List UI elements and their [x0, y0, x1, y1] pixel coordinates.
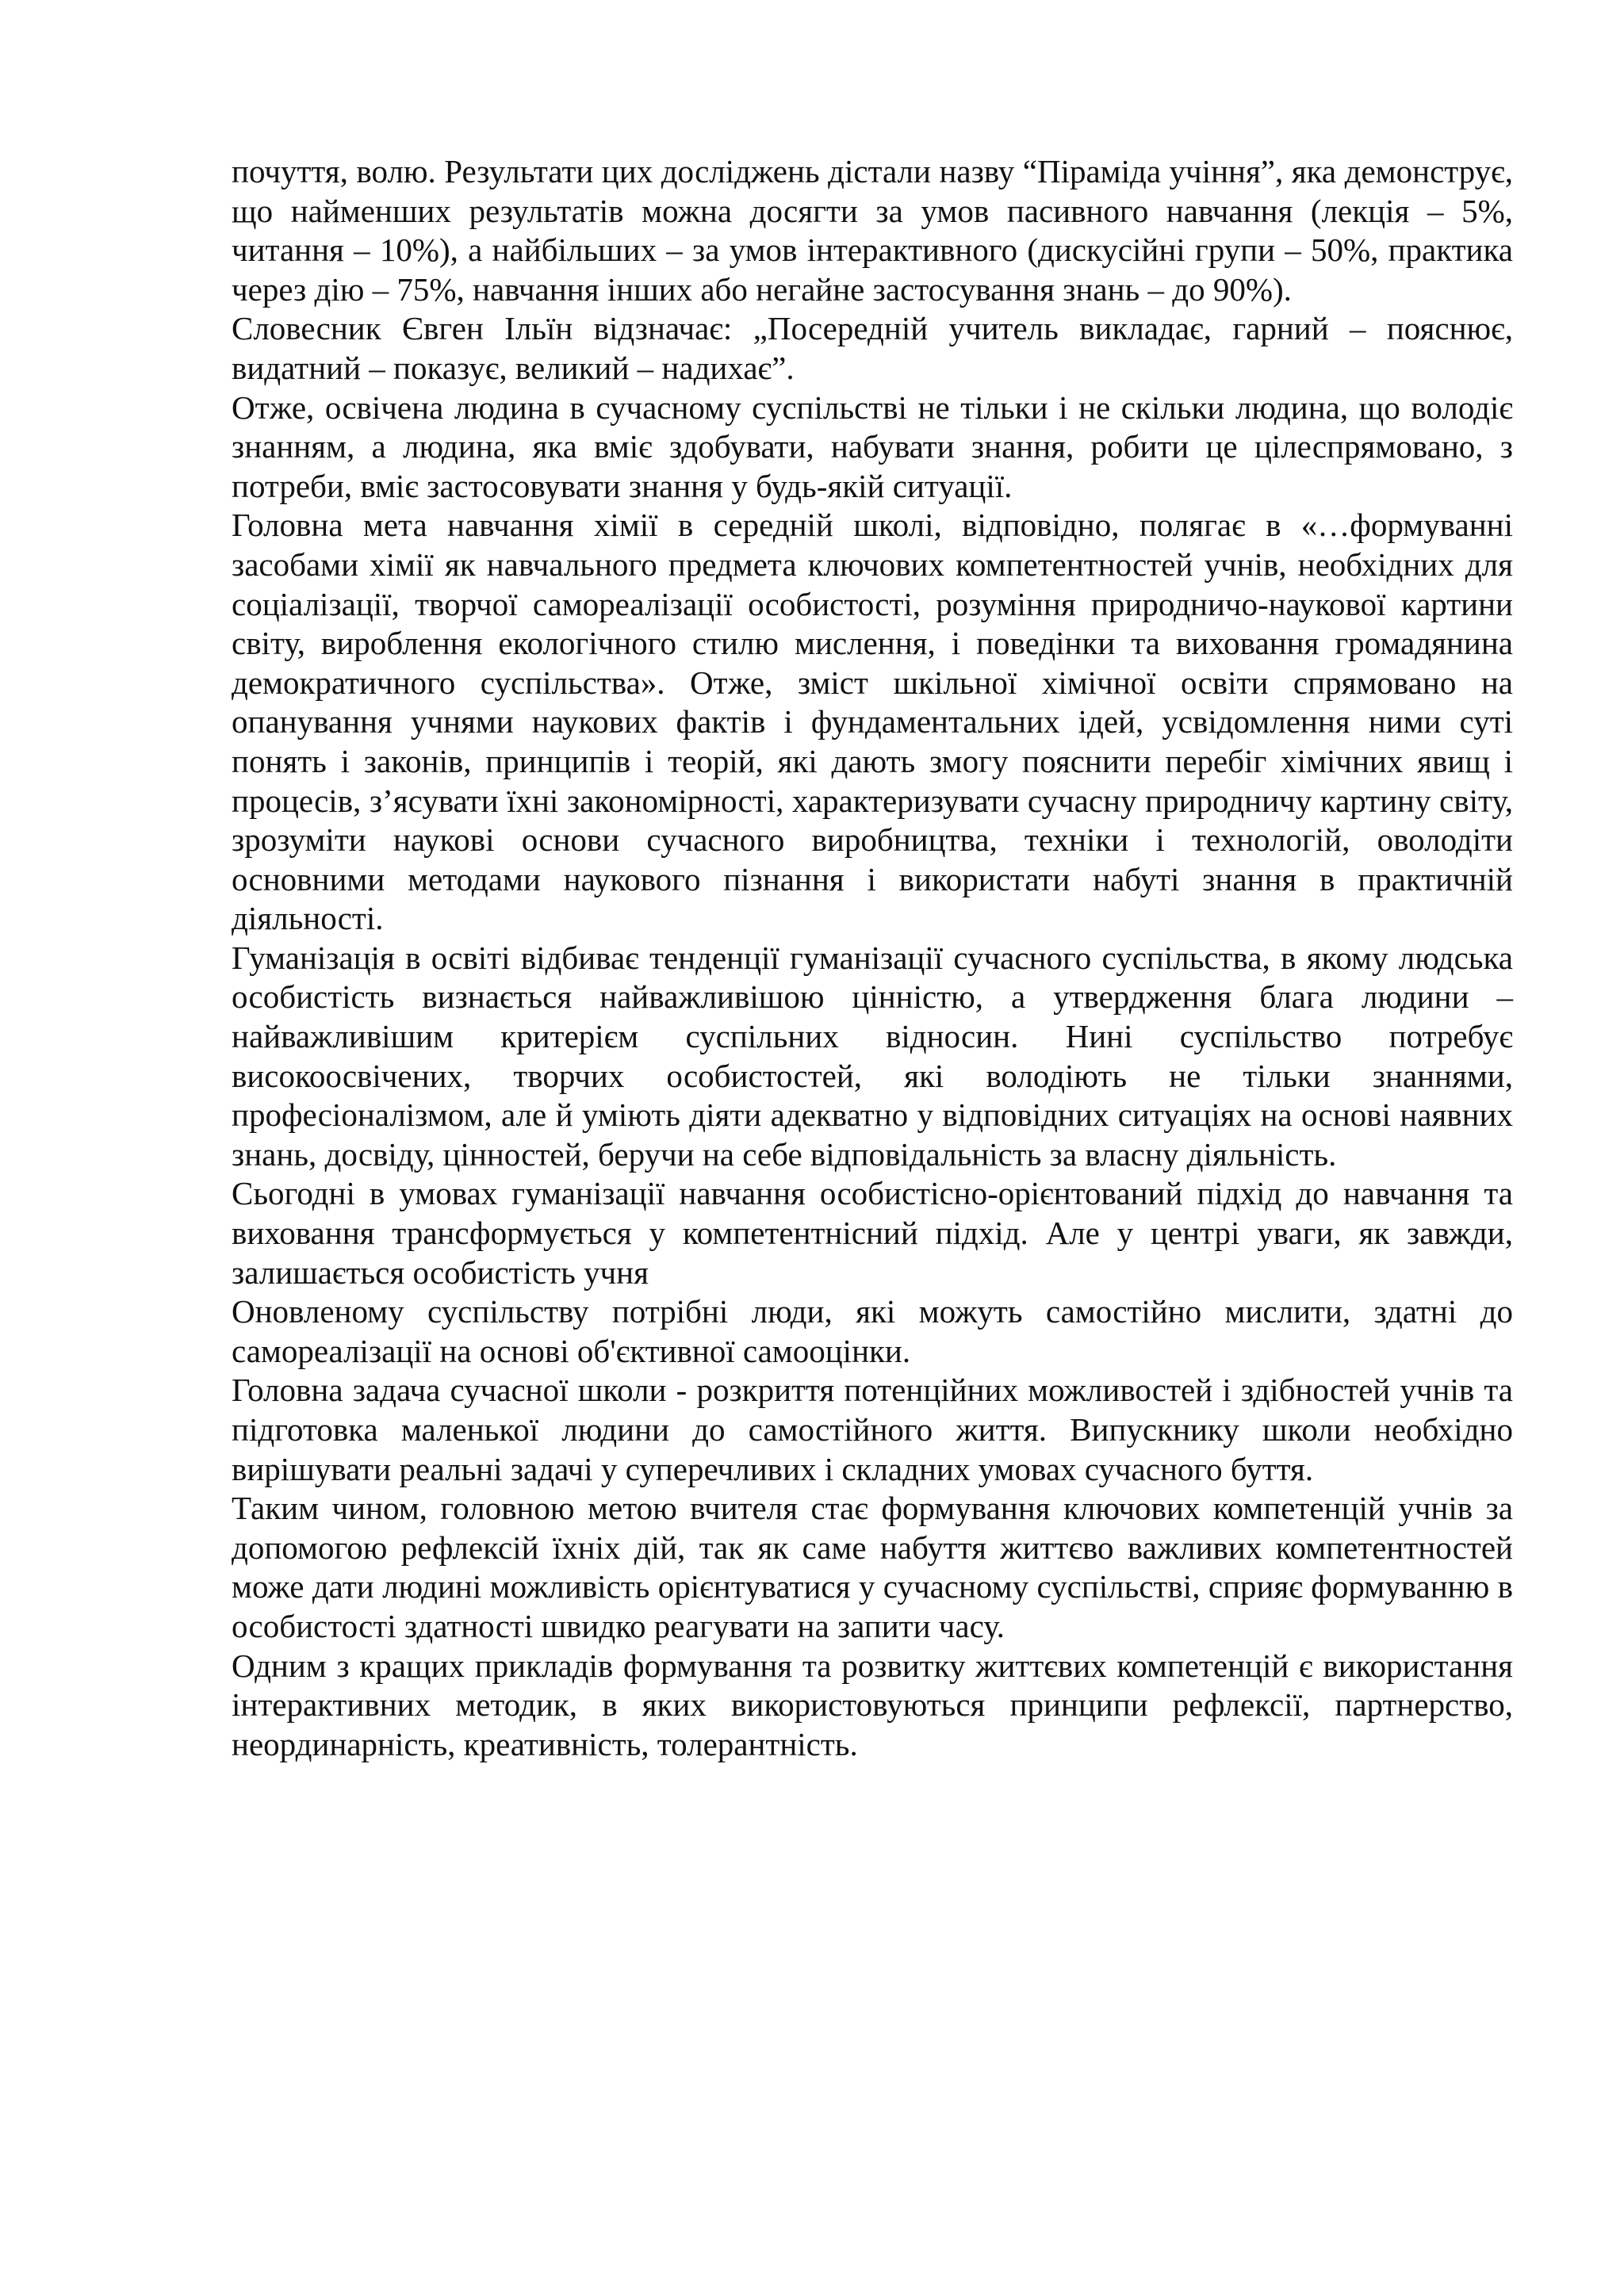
paragraph-interactive-methods: Одним з кращих прикладів формування та розвитку життєвих компетенцій є використання інтерактивних методик, в яких використовуються принципи рефлексії, партнерство, неординарність, креативність, толерантність.	[232, 1647, 1513, 1762]
paragraph-competence-approach: Сьогодні в умовах гуманізації навчання особистісно-орієнтований підхід до навчання та виховання трансформується у компетентнісний підхід. Але у центрі уваги, як завжди, залишається особистість учня	[232, 1175, 1513, 1291]
paragraph-humanization: Гуманізація в освіті відбиває тенденції гуманізації сучасного суспільства, в якому людська особистість визнається найважливішою цінністю, а утвердження блага людини – найважливішим критерієм суспільних відносин. Нині суспільство потребує високоосвічених, творчих особистостей, які володіють не тільки знаннями, професіоналізмом, але й уміють діяти адекватно у відповідних ситуаціях на основі наявних знань, досвіду, цінностей, беручи на себе відповідальність за власну діяльність.	[232, 939, 1513, 1173]
paragraph-pyramid-of-learning: почуття, волю. Результати цих досліджень дістали назву “Піраміда учіння”, яка демонструє, що найменших результатів можна досягти за умов пасивного навчання (лекція – 5%, читання – 10%), а найбільших – за умов інтерактивного (дискусійні групи – 50%, практика через дію – 75%, навчання інших або негайне застосування знань – до 90%).	[232, 153, 1513, 308]
paragraph-educated-person: Отже, освічена людина в сучасному суспільстві не тільки і не скільки людина, що володіє знанням, а людина, яка вміє здобувати, набувати знання, робити це цілеспрямовано, з потреби, вміє застосовувати знання у будь-якій ситуації.	[232, 388, 1513, 504]
paragraph-renewed-society: Оновленому суспільству потрібні люди, які можуть самостійно мислити, здатні до самореалізації на основі об'єктивної самооцінки.	[232, 1293, 1513, 1369]
paragraph-chemistry-goal: Головна мета навчання хімії в середній школі, відповідно, полягає в «…формуванні засобами хімії як навчального предмета ключових компетентностей учнів, необхідних для соціалізації, творчої самореалізації особистості, розуміння природничо-наукової картини світу, вироблення екологічного стилю мислення, і поведінки та виховання громадянина демократичного суспільства». Отже, зміст шкільної хімічної освіти спрямовано на опанування учнями наукових фактів і фундаментальних ідей, усвідомлення ними суті понять і законів, принципів і теорій, які дають змогу пояснити перебіг хімічних явищ і процесів, з’ясувати їхні закономірності, характеризувати сучасну природничу картину світу, зрозуміти наукові основи сучасного виробництва, техніки і технологій, оволодіти основними методами наукового пізнання і використати набуті знання в практичній діяльності.	[232, 507, 1513, 937]
paragraph-teacher-goal: Таким чином, головною метою вчителя стає формування ключових компетенцій учнів за допомогою рефлексій їхніх дій, так як саме набуття життєво важливих компетентностей може дати людині можливість орієнтуватися у сучасному суспільстві, сприяє формуванню в особистості здатності швидко реагувати на запити часу.	[232, 1490, 1513, 1644]
paragraph-ilyin-quote: Словесник Євген Ільїн відзначає: „Посередній учитель викладає, гарний – пояснює, видатний – показує, великий – надихає”.	[232, 310, 1513, 386]
document-body	[232, 152, 1513, 1764]
paragraph-school-task: Головна задача сучасної школи - розкриття потенційних можливостей і здібностей учнів та підготовка маленької людини до самостійного життя. Випускнику школи необхідно вирішувати реальні задачі у суперечливих і складних умовах сучасного буття.	[232, 1372, 1513, 1487]
